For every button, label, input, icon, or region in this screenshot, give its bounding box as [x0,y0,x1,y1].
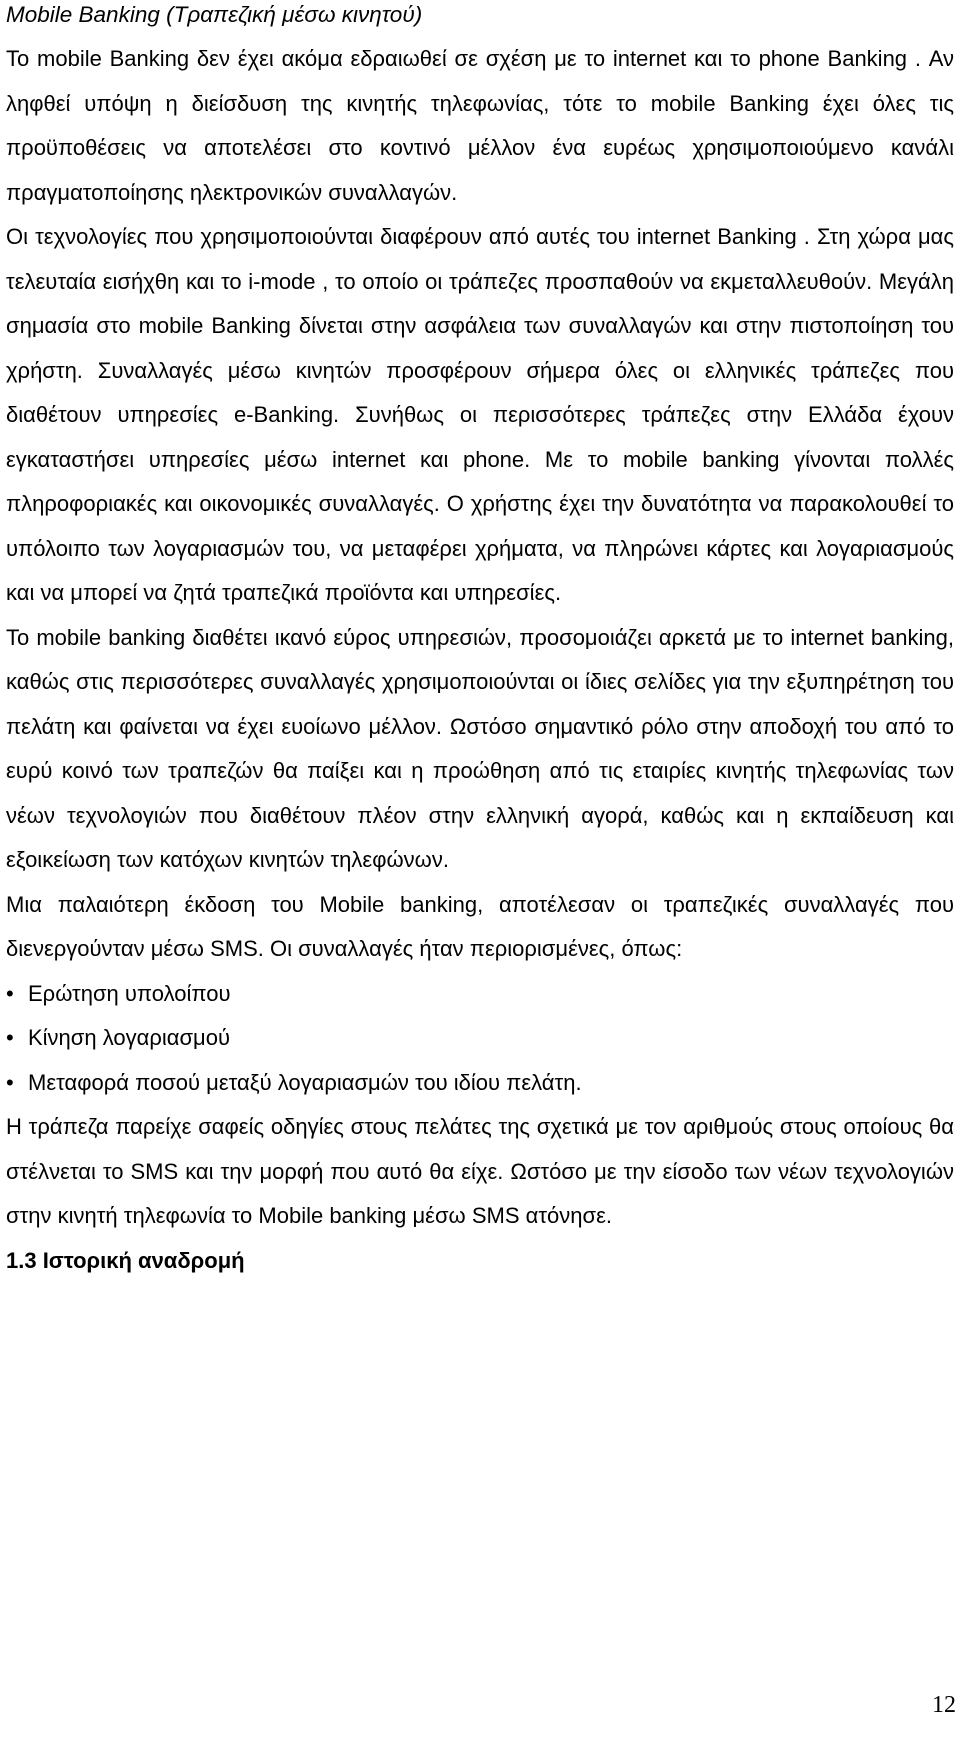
list-item-text: Μεταφορά ποσού μεταξύ λογαριασμών του ιδίου πελάτη. [28,1069,582,1095]
list-item [6,1061,954,1106]
bullet-icon: • [6,1069,14,1095]
paragraph-intro: Το mobile Banking δεν έχει ακόμα εδραιωθεί σε σχέση με το internet και το phone Banking . Αν ληφθεί υπόψη η διείσδυση της κινητής τηλεφωνίας, τότε το mobile Banking έχει όλες τις προϋποθέσεις να αποτελέσει στο κοντινό μέλλον ένα ευρέως χρησιμοποιούμενο κανάλι πραγματοποίησης ηλεκτρονικών συναλλαγών. [6,46,954,205]
paragraph-instructions: Η τράπεζα παρείχε σαφείς οδηγίες στους πελάτες της σχετικά με τον αριθμούς στους οποίους θα στέλνεται το SMS και την μορφή που αυτό θα είχε. Ωστόσο με την είσοδο των νέων τεχνολογιών στην κινητή τηλεφωνία το Mobile banking μέσω SMS ατόνησε. [6,1114,954,1228]
list-item [6,1016,954,1061]
bullet-icon: • [6,1025,14,1050]
paragraph-sms: Μια παλαιότερη έκδοση του Mobile banking, αποτέλεσαν οι τραπεζικές συναλλαγές που διενεργούνταν μέσω SMS. Οι συναλλαγές ήταν περιορισμένες, όπως: [6,891,954,961]
bullet-icon: • [6,980,14,1006]
sms-transactions-list [6,972,954,1106]
document-page [6,0,954,1283]
list-item-text: Κίνηση λογαριασμού [28,1025,230,1050]
paragraph-technologies: Οι τεχνολογίες που χρησιμοποιούνται διαφέρουν από αυτές του internet Banking . Στη χώρα μας τελευταία εισήχθη και το i-mode , το οποίο οι τράπεζες προσπαθούν να εκμεταλλευθούν. Μεγάλη σημασία στο mobile Banking δίνεται στην ασφάλεια των συναλλαγών και στην πιστοποίηση του χρήστη. Συναλλαγές μέσω κινητών προσφέρουν σήμερα όλες οι ελληνικές τράπεζες που διαθέτουν υπηρεσίες e-Banking. Συνήθως οι περισσότερες τράπεζες στην Ελλάδα έχουν εγκαταστήσει υπηρεσίες μέσω internet και phone. Με το mobile banking γίνονται πολλές πληροφοριακές και οικονομικές συναλλαγές. Ο χρήστης έχει την δυνατότητα να παρακολουθεί το υπόλοιπο των λογαριασμών του, να μεταφέρει χρήματα, να πληρώνει κάρτες και λογαριασμούς και να μπορεί να ζητά τραπεζικά προϊόντα και υπηρεσίες. [6,224,954,605]
section-heading: 1.3 Ιστορική αναδρομή [6,1247,245,1273]
page-number: 12 [932,1692,956,1718]
list-item-text: Ερώτηση υπολοίπου [28,980,231,1006]
list-item [6,972,954,1017]
subsection-heading: Mobile Banking (Τραπεζική μέσω κινητού) [6,2,423,27]
paragraph-services: Το mobile banking διαθέτει ικανό εύρος υπηρεσιών, προσομοιάζει αρκετά με το internet banking, καθώς στις περισσότερες συναλλαγές χρησιμοποιούνται οι ίδιες σελίδες για την εξυπηρέτηση του πελάτη και φαίνεται να έχει ευοίωνο μέλλον. Ωστόσο σημαντικό ρόλο στην αποδοχή του από το ευρύ κοινό των τραπεζών θα παίξει και η προώθηση από τις εταιρίες κινητής τηλεφωνίας των νέων τεχνολογιών που διαθέτουν πλέον στην ελληνική αγορά, καθώς και η εκπαίδευση και εξοικείωση των κατόχων κινητών τηλεφώνων. [6,624,954,872]
